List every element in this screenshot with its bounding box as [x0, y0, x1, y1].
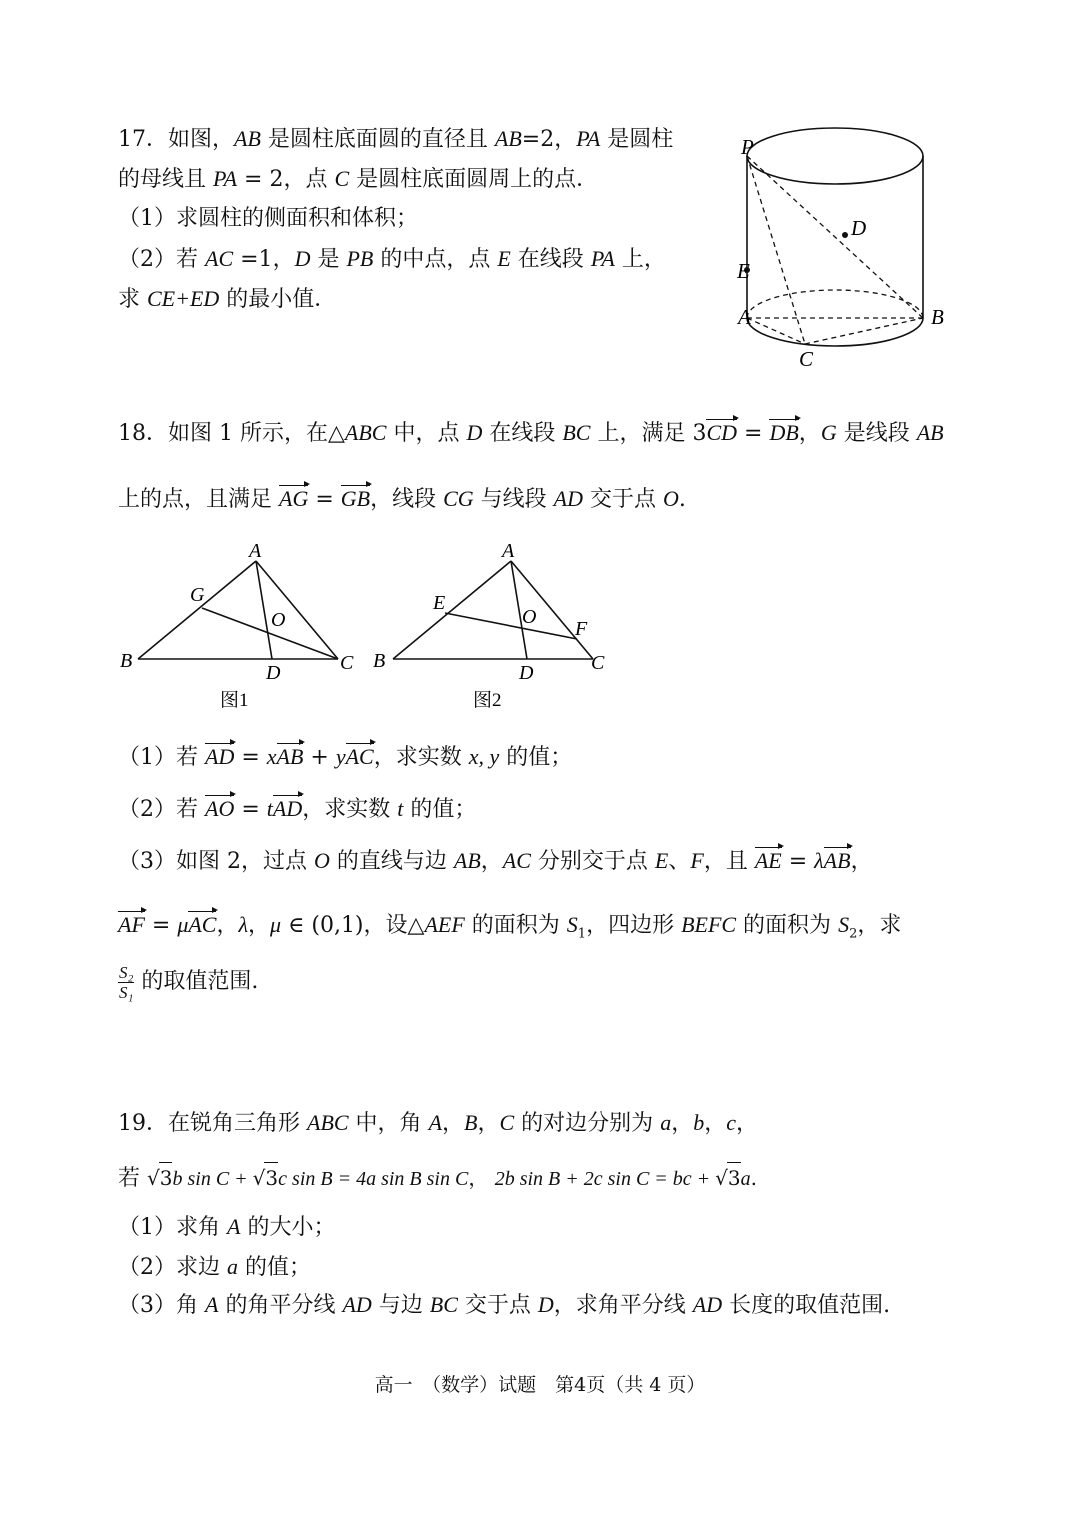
- text: .: [678, 487, 686, 512]
- sqrt-sign: √: [147, 1166, 160, 1190]
- math-var: D: [466, 420, 483, 445]
- math-var: AD: [342, 1292, 372, 1317]
- q19-part1: [118, 1212, 335, 1243]
- text: ，: [671, 1111, 694, 1136]
- label-C: C: [340, 652, 354, 674]
- text: 是: [310, 247, 347, 272]
- text: ，: [272, 247, 295, 272]
- math-text: =: [234, 797, 267, 822]
- question-number: 18．: [118, 421, 168, 446]
- text: 的值；: [499, 745, 573, 770]
- text: ，: [468, 1166, 495, 1190]
- math-var: λ: [238, 912, 249, 937]
- q18-part1: [118, 742, 572, 773]
- text: ，: [704, 1111, 727, 1136]
- math-var: PB: [346, 246, 374, 271]
- math-var: AC: [502, 848, 531, 873]
- text: 求: [118, 287, 147, 312]
- math-var: μ: [270, 912, 282, 937]
- text: 上，: [614, 247, 666, 272]
- q17-part2: [118, 244, 666, 275]
- q18-line2: [118, 484, 686, 515]
- math-text: =: [781, 849, 815, 874]
- vector: AO: [205, 794, 234, 824]
- text: 如图，: [168, 127, 235, 152]
- cylinder-figure: [725, 118, 965, 378]
- text: ，: [798, 421, 821, 446]
- label-E: E: [433, 592, 446, 614]
- text: ，: [216, 913, 239, 938]
- math-text: =1: [233, 247, 273, 272]
- math-var: C: [334, 166, 350, 191]
- math-var: AB: [234, 126, 261, 151]
- math-var: AEF: [424, 912, 465, 937]
- label-A: A: [502, 540, 515, 562]
- label-E: E: [737, 259, 750, 283]
- math-var: c: [726, 1110, 736, 1135]
- math-text: =: [308, 487, 341, 512]
- vector: GB: [341, 484, 370, 514]
- math-text: =: [144, 913, 178, 938]
- math-expr: 2b sin B + 2c sin C = bc +: [494, 1168, 716, 1190]
- math-var: C: [499, 1110, 515, 1135]
- text: ，求实数: [373, 745, 469, 770]
- math-var: PA: [576, 126, 601, 151]
- q18-part2: [118, 794, 476, 825]
- vector: AC: [346, 742, 374, 772]
- segment-AD: [256, 561, 272, 659]
- text: 与线段: [473, 487, 554, 512]
- text: 的面积为: [736, 913, 839, 938]
- text: 在线段: [510, 247, 591, 272]
- math-var: A: [428, 1110, 443, 1135]
- math-var: F: [690, 848, 704, 873]
- subscript: 1: [577, 926, 587, 942]
- subscript: 2: [849, 926, 858, 942]
- text: 中，点: [386, 421, 467, 446]
- text: 的取值范围.: [134, 969, 259, 994]
- math-var: CG: [443, 486, 474, 511]
- text: 的中点，点: [373, 247, 498, 272]
- math-var: ABC: [307, 1110, 349, 1135]
- text: ，: [442, 1111, 465, 1136]
- figure-caption: 图2: [473, 690, 502, 711]
- math-var: B: [464, 1110, 478, 1135]
- math-var: BC: [429, 1292, 458, 1317]
- triangle-figure-2: [365, 535, 625, 715]
- text: 长度的取值范围.: [722, 1293, 891, 1318]
- text: 分别交于点: [530, 849, 655, 874]
- text: 、: [668, 849, 691, 874]
- cylinder-bottom-back-arc: [747, 290, 923, 318]
- q18-line1: [118, 418, 944, 449]
- segment-PC: [747, 156, 805, 344]
- text: ，设△: [363, 913, 425, 938]
- math-var: E: [497, 246, 511, 271]
- text: （3）角: [118, 1293, 205, 1318]
- text: ，求实数: [302, 797, 398, 822]
- math-var: b: [693, 1110, 705, 1135]
- q17-part1: [118, 204, 418, 234]
- math-var: a: [227, 1254, 238, 1279]
- text: ，四边形: [586, 913, 682, 938]
- math-var: AC: [205, 246, 234, 271]
- math-var: ABC: [344, 420, 387, 445]
- math-var: AD: [692, 1292, 723, 1317]
- text: （1）求圆柱的侧面积和体积；: [118, 206, 418, 231]
- text: ，点: [283, 167, 335, 192]
- sqrt-radicand: 3: [159, 1162, 173, 1193]
- label-B: B: [931, 305, 944, 329]
- denominator: S₁: [119, 982, 134, 1002]
- math-var: BC: [562, 420, 591, 445]
- text: 若: [118, 1166, 147, 1191]
- text: ，且: [703, 849, 755, 874]
- q19-part2: [118, 1252, 311, 1283]
- math-var: x: [266, 744, 277, 769]
- math-text: 3: [692, 421, 707, 446]
- vector: AB: [277, 742, 304, 772]
- math-var: t: [266, 796, 273, 821]
- segment-PB: [747, 156, 923, 318]
- text: ，: [480, 849, 503, 874]
- text: 交于点: [457, 1293, 538, 1318]
- math-var: S: [566, 912, 578, 937]
- math-var: AB: [916, 420, 944, 445]
- text: 的母线且: [118, 167, 213, 192]
- vector: AD: [205, 742, 234, 772]
- fraction-S2-over-S1: [118, 963, 134, 1002]
- math-var: O: [313, 848, 330, 873]
- math-var: BEFC: [681, 912, 737, 937]
- text: ，线段: [370, 487, 444, 512]
- question-number: 17．: [118, 127, 168, 152]
- text: 的值；: [238, 1255, 311, 1280]
- math-var: CE+ED: [147, 286, 220, 311]
- text: 在线段: [482, 421, 563, 446]
- text: ，: [477, 1111, 500, 1136]
- math-var: PA: [213, 166, 238, 191]
- sqrt-sign: √: [715, 1166, 728, 1190]
- vector: DB: [769, 418, 798, 448]
- math-var: D: [294, 246, 311, 271]
- vector: AF: [118, 910, 145, 940]
- text: .: [750, 1166, 758, 1190]
- label-G: G: [190, 584, 205, 606]
- math-var: λ: [814, 848, 824, 873]
- text: 的角平分线: [218, 1293, 343, 1318]
- math-text: +: [303, 745, 336, 770]
- text: （2）求边: [118, 1255, 227, 1280]
- math-text: =: [234, 745, 267, 770]
- math-var: AB: [494, 126, 522, 151]
- vector: AD: [273, 794, 302, 824]
- text: 的直线与边: [329, 849, 454, 874]
- text: 的面积为: [464, 913, 567, 938]
- text: 在锐角三角形: [168, 1111, 307, 1136]
- math-text: = 2: [237, 167, 284, 192]
- text: 交于点: [582, 487, 663, 512]
- vector: AG: [279, 484, 308, 514]
- point-D: [842, 232, 848, 238]
- text: ，求角平分线: [553, 1293, 693, 1318]
- text: 是线段: [836, 421, 917, 446]
- text: ，: [735, 1111, 758, 1136]
- math-text: ∈ (0,1): [281, 913, 364, 938]
- label-C: C: [799, 347, 814, 371]
- q17-line2: [118, 164, 598, 195]
- text: 是圆柱: [600, 127, 674, 152]
- math-var: a: [740, 1168, 751, 1190]
- side-AB: [393, 561, 511, 659]
- q19-line1: [118, 1108, 758, 1139]
- label-A: A: [249, 540, 262, 562]
- vector: CD: [706, 418, 737, 448]
- q19-line2: [118, 1162, 757, 1194]
- math-var: G: [820, 420, 837, 445]
- question-number: 19．: [118, 1111, 168, 1136]
- figure-caption: 图1: [220, 690, 249, 711]
- text: 的最小值．: [219, 287, 337, 312]
- math-var: PA: [590, 246, 615, 271]
- page-footer: 高一 （数学）试题 第4页（共 4 页）: [374, 1374, 706, 1396]
- numerator: S₂: [119, 962, 134, 982]
- side-AB: [138, 561, 256, 659]
- math-expr: c sin B = 4a sin B sin C: [278, 1168, 469, 1190]
- math-text: =: [737, 421, 770, 446]
- text: （2）若: [118, 797, 205, 822]
- sqrt-sign: √: [252, 1166, 266, 1190]
- vector: AE: [755, 846, 782, 876]
- text: （1）求角: [118, 1215, 227, 1240]
- math-var: y: [335, 744, 346, 769]
- text: ，求: [857, 913, 902, 938]
- label-O: O: [271, 609, 286, 631]
- label-D: D: [266, 662, 281, 684]
- q19-part3: [118, 1290, 890, 1321]
- math-var: AD: [553, 486, 583, 511]
- math-var: E: [654, 848, 669, 873]
- text: （2）若: [118, 247, 205, 272]
- q18-part3: [118, 846, 873, 877]
- text: =2，: [521, 127, 577, 152]
- q17-line1: [118, 124, 673, 155]
- cylinder-top-ellipse: [747, 128, 923, 184]
- math-var: AB: [453, 848, 481, 873]
- math-expr: b sin C +: [172, 1168, 253, 1190]
- text: （3）如图 2，过点: [118, 849, 314, 874]
- math-var: a: [660, 1110, 672, 1135]
- vector: AB: [824, 846, 851, 876]
- cylinder-bottom-front-arc: [747, 318, 923, 346]
- text: 的对边分别为: [514, 1111, 661, 1136]
- sqrt-radicand: 3: [264, 1162, 278, 1193]
- label-D: D: [519, 662, 534, 684]
- label-A: A: [738, 305, 751, 329]
- label-O: O: [522, 606, 537, 628]
- math-var: A: [205, 1292, 219, 1317]
- text: 是圆柱底面圆的直径且: [260, 127, 495, 152]
- text: 上，满足: [590, 421, 693, 446]
- sqrt-radicand: 3: [727, 1162, 741, 1193]
- text: 与边: [371, 1293, 430, 1318]
- text: 上的点，且满足: [118, 487, 279, 512]
- label-B: B: [373, 650, 386, 672]
- math-var: O: [662, 486, 679, 511]
- math-var: μ: [177, 912, 189, 937]
- text: 如图 1 所示，在△: [168, 421, 345, 446]
- text: 是圆柱底面圆周上的点．: [349, 167, 599, 192]
- math-var: t: [397, 796, 404, 821]
- q17-part2-cont: [118, 284, 336, 315]
- label-F: F: [575, 618, 588, 640]
- text: 的值；: [403, 797, 477, 822]
- text: ，: [248, 913, 271, 938]
- text: ，: [850, 849, 873, 874]
- label-D: D: [851, 216, 867, 240]
- math-var: D: [537, 1292, 554, 1317]
- text: 的大小；: [240, 1215, 336, 1240]
- text: （1）若: [118, 745, 205, 770]
- label-B: B: [120, 650, 133, 672]
- label-P: P: [741, 135, 754, 159]
- math-var: S: [838, 912, 850, 937]
- triangle-figure-1: [110, 535, 360, 715]
- math-var: x, y: [468, 744, 500, 769]
- q18-part3-end: [118, 962, 258, 1002]
- vector: AC: [188, 910, 216, 940]
- label-C: C: [591, 652, 605, 674]
- text: 中，角: [348, 1111, 429, 1136]
- q18-part3-cont: [118, 910, 901, 949]
- segment-CB: [805, 318, 923, 344]
- math-var: A: [227, 1214, 241, 1239]
